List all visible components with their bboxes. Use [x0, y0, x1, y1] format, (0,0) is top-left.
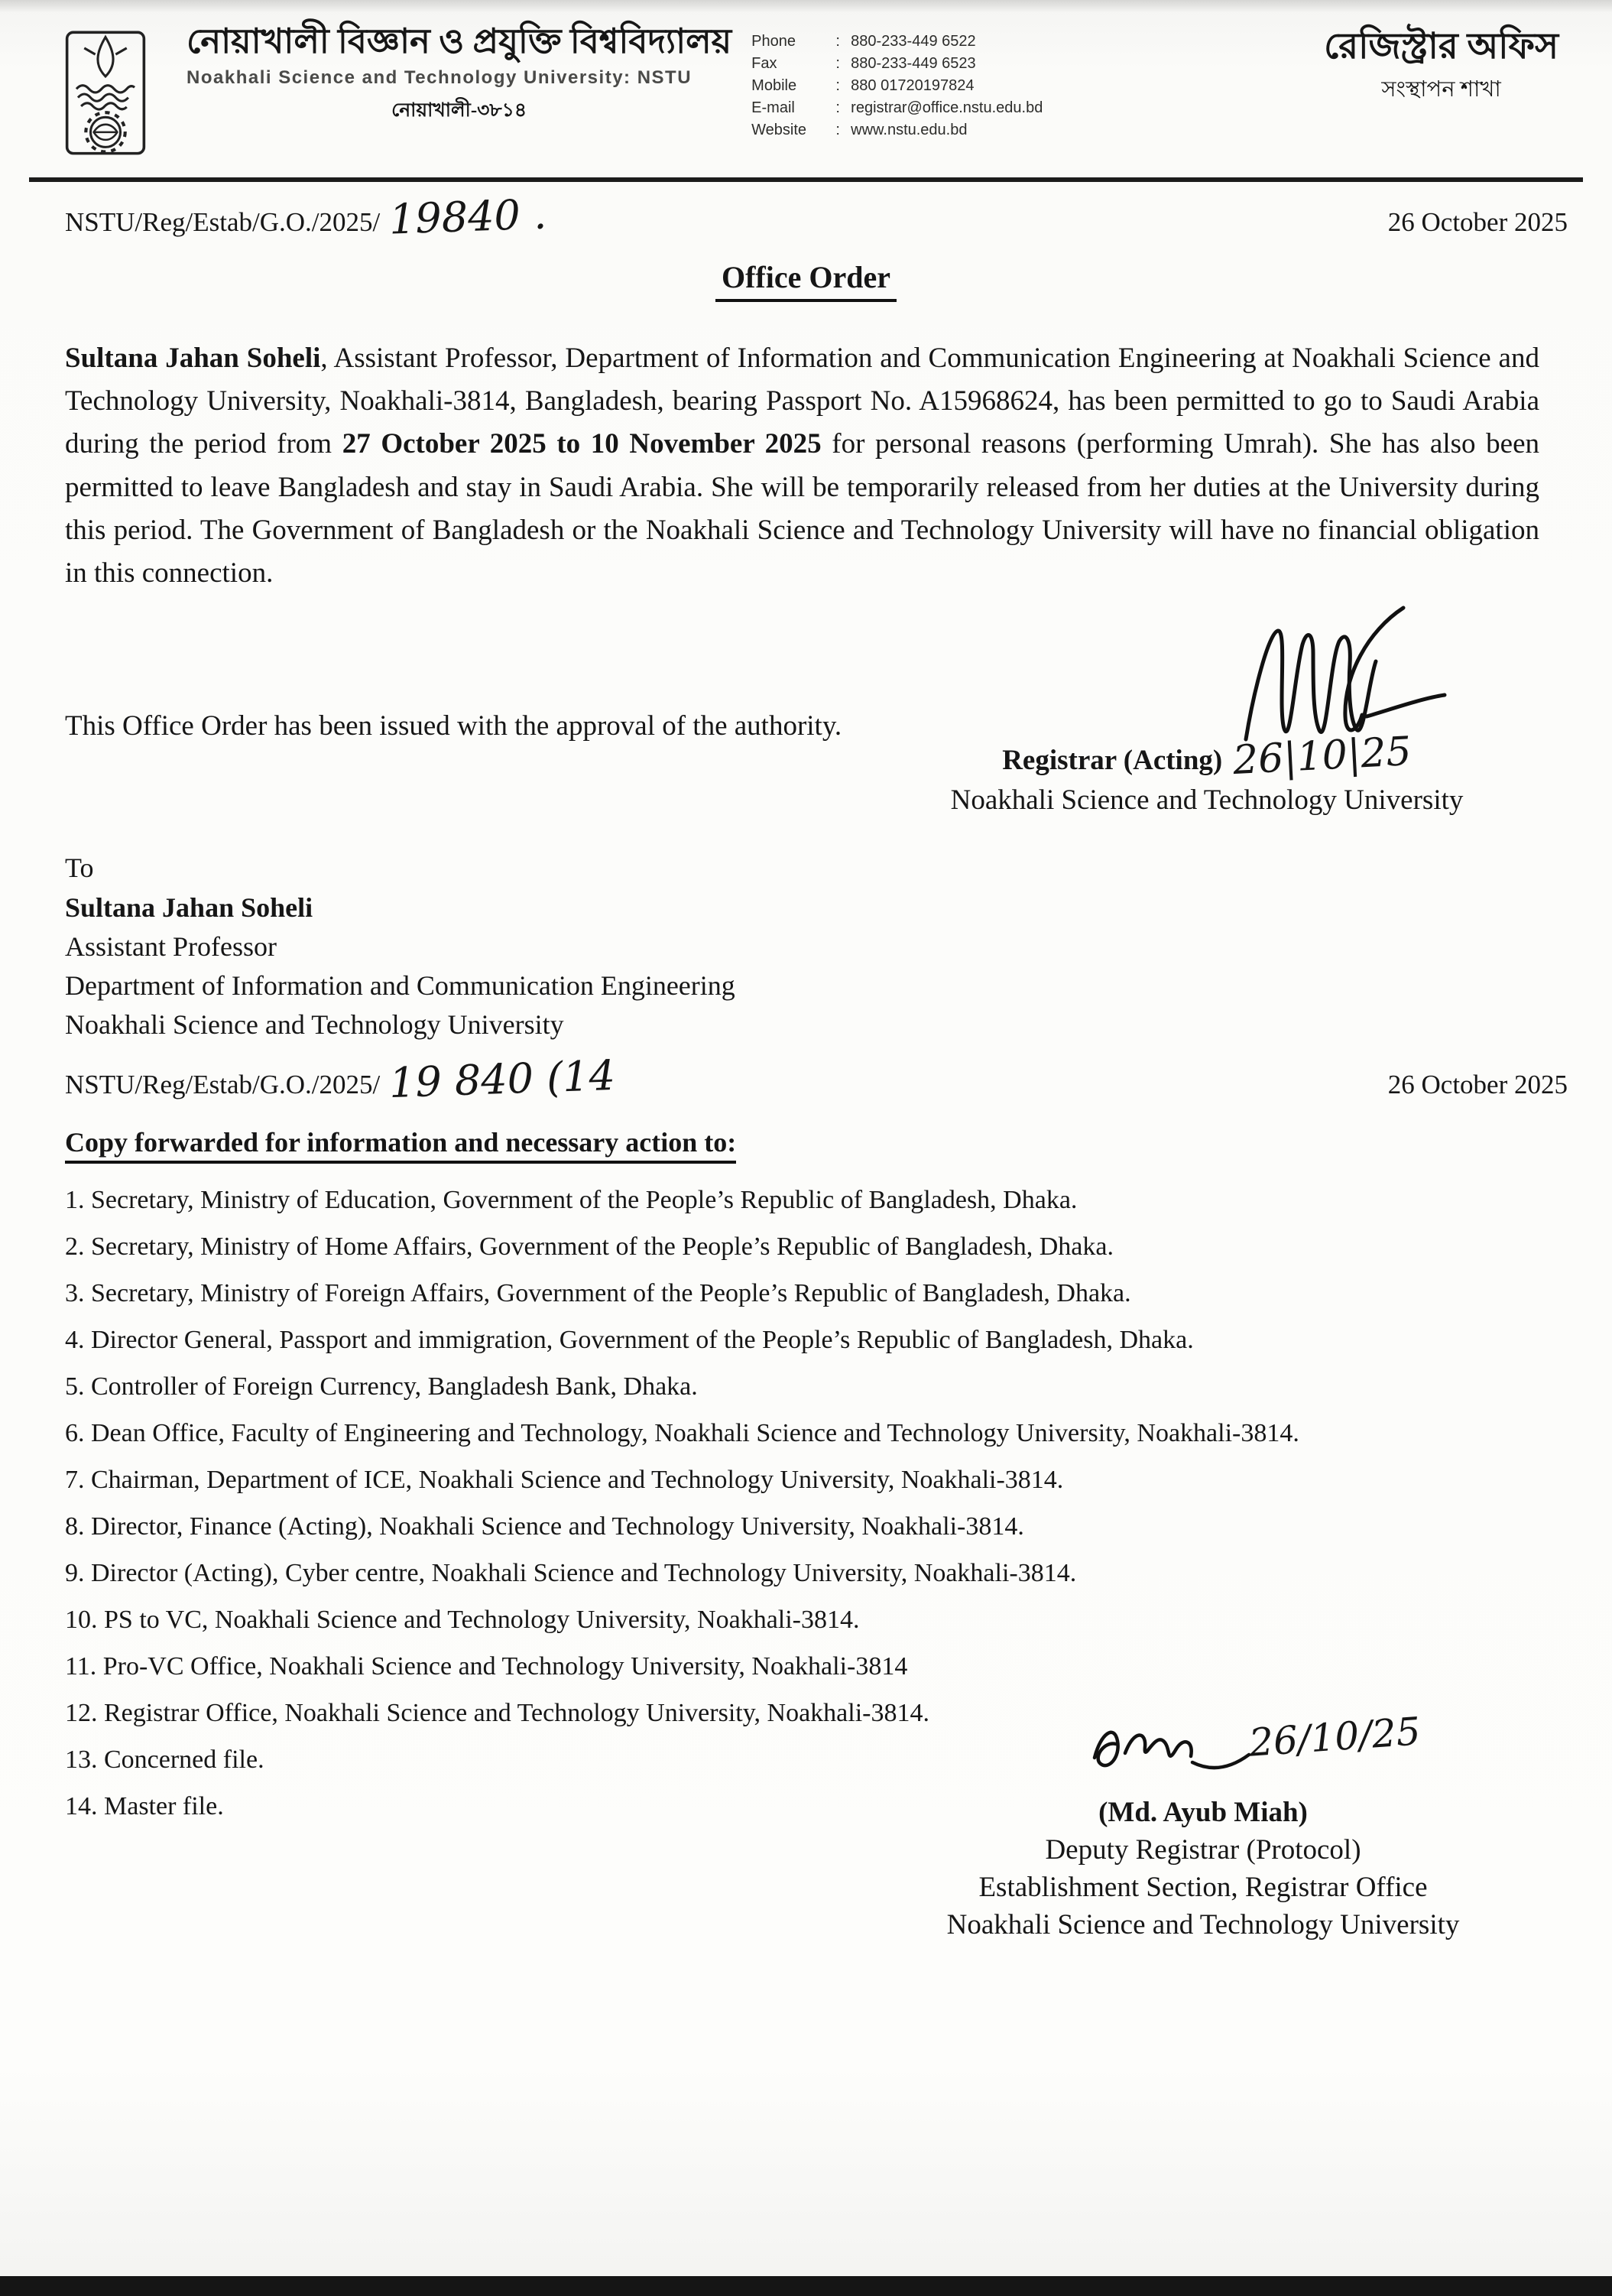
issue-date-2: 26 October 2025 — [1387, 1069, 1568, 1099]
cc-item: 8. Director, Finance (Acting), Noakhali Science and Technology University, Noakhali-3814. — [65, 1512, 1024, 1541]
contact-row-phone — [751, 31, 1043, 53]
reference-number-1: NSTU/Reg/Estab/G.O./2025/ — [65, 207, 381, 237]
university-address-bengali: নোয়াখালী-৩৮১৪ — [391, 99, 527, 121]
page-title: Office Order — [715, 259, 897, 302]
separator: : — [835, 55, 840, 72]
separator: : — [835, 99, 840, 116]
order-text-2: for personal reasons (performing Umrah). She has also been permitted to leave Bangladesh and stay in Saudi Arabia. She will be temporarily released from her duties at the University during this period. The Government of Bangladesh or the Noakhali Science and Technology University will have no financial obligation in this connection. — [65, 428, 1539, 589]
website-label: Website — [751, 122, 807, 138]
travel-period: 27 October 2025 to 10 November 2025 — [342, 428, 822, 460]
contact-block — [751, 31, 1043, 141]
contact-row-fax — [751, 53, 1043, 75]
registrar-org: Noakhali Science and Technology University — [950, 784, 1464, 817]
order-paragraph — [65, 337, 1539, 595]
university-logo — [52, 23, 167, 168]
fax-label: Fax — [751, 55, 777, 72]
deputy-registrar-name: (Md. Ayub Miah) — [1098, 1796, 1308, 1828]
mobile-value: 880 01720197824 — [851, 77, 975, 94]
email-value: registrar@office.nstu.edu.bd — [851, 99, 1043, 116]
cc-item: 11. Pro-VC Office, Noakhali Science and Technology University, Noakhali-3814 — [65, 1651, 908, 1681]
recipient-designation: Assistant Professor — [65, 930, 277, 962]
cc-item: 13. Concerned file. — [65, 1745, 264, 1774]
recipient-block — [65, 849, 1612, 1044]
issuing-office-block — [1324, 26, 1558, 109]
cc-item: 14. Master file. — [65, 1791, 224, 1820]
separator: : — [835, 77, 840, 94]
reference-line-1 — [0, 182, 1612, 244]
deputy-registrar-title: Deputy Registrar (Protocol) — [1045, 1833, 1361, 1866]
scan-top-edge — [0, 0, 1612, 12]
cc-item: 10. PS to VC, Noakhali Science and Technology University, Noakhali-3814. — [65, 1605, 860, 1634]
reference-line-2 — [0, 1044, 1612, 1108]
cc-item: 12. Registrar Office, Noakhali Science and Technology University, Noakhali-3814. — [65, 1698, 929, 1727]
handwritten-date-deputy: 26/10/25 — [1247, 1708, 1422, 1765]
university-name-bengali: নোয়াখালী বিজ্ঞান ও প্রযুক্তি বিশ্ববিদ্যালয় — [186, 22, 732, 60]
fax-value: 880-233-449 6523 — [851, 55, 976, 72]
scan-bottom-edge — [0, 2276, 1612, 2296]
deputy-registrar-org: Noakhali Science and Technology University — [946, 1908, 1460, 1940]
registrar-office-bengali: রেজিস্ট্রার অফিস — [1324, 27, 1558, 67]
registrar-title: Registrar (Acting) — [1002, 745, 1223, 777]
recipient-name: Sultana Jahan Soheli — [65, 891, 313, 923]
deputy-registrar-section: Establishment Section, Registrar Office — [978, 1871, 1428, 1903]
deputy-registrar-signature — [1078, 1701, 1254, 1793]
cc-item: 6. Dean Office, Faculty of Engineering and Technology, Noakhali Science and Technology University, Noakhali-3814. — [65, 1418, 1299, 1447]
deputy-registrar-signature-block — [836, 1701, 1570, 1941]
phone-label: Phone — [751, 33, 796, 50]
handwritten-date-registrar: 26|10|25 — [1231, 729, 1413, 784]
approval-line: This Office Order has been issued with the approval of the authority. — [65, 710, 842, 742]
cc-item: 2. Secretary, Ministry of Home Affairs, Government of the People’s Republic of Bangladesh, Dhaka. — [65, 1232, 1114, 1261]
issue-date-1: 26 October 2025 — [1387, 207, 1568, 237]
separator: : — [835, 33, 840, 50]
letterhead — [0, 0, 1612, 168]
cc-item: 4. Director General, Passport and immigration, Government of the People’s Republic of Bangladesh, Dhaka. — [65, 1325, 1194, 1354]
handwritten-serial-2: 19 840 (14 — [388, 1051, 617, 1108]
cc-heading-text: Copy forwarded for information and necessary action to: — [65, 1127, 736, 1164]
subject-name: Sultana Jahan Soheli — [65, 343, 321, 374]
separator: : — [835, 122, 840, 138]
contact-row-mobile — [751, 75, 1043, 97]
cc-item: 7. Chairman, Department of ICE, Noakhali Science and Technology University, Noakhali-3814. — [65, 1465, 1064, 1494]
recipient-university: Noakhali Science and Technology University — [65, 1008, 564, 1040]
title-wrap — [0, 259, 1612, 302]
contact-row-website — [751, 119, 1043, 141]
deputy-signature-row — [928, 1701, 1570, 1793]
phone-value: 880-233-449 6522 — [851, 33, 976, 50]
email-label: E-mail — [751, 99, 795, 116]
handwritten-serial-1: 19840 . — [388, 190, 548, 244]
cc-item: 9. Director (Acting), Cyber centre, Noakhali Science and Technology University, Noakhali-3814. — [65, 1558, 1077, 1587]
mobile-label: Mobile — [751, 77, 797, 94]
contact-row-email — [751, 97, 1043, 119]
signatory-title-line — [844, 729, 1570, 784]
establishment-section-bengali: সংস্থাপন শাখা — [1381, 77, 1501, 102]
order-text-1: , Assistant Professor, Department of Information and Communication Engineering at Noakhali Science and Technology University, Noakhali-3814, Bangladesh, bearing Passport No. A15968624, has been permitted to go to Saudi Arabia during the period from — [65, 343, 1539, 460]
website-value: www.nstu.edu.bd — [851, 122, 968, 138]
cc-heading — [65, 1126, 1612, 1158]
recipient-department: Department of Information and Communication Engineering — [65, 969, 735, 1001]
reference-number-2: NSTU/Reg/Estab/G.O./2025/ — [65, 1069, 381, 1099]
cc-item: 1. Secretary, Ministry of Education, Government of the People’s Republic of Bangladesh, Dhaka. — [65, 1185, 1078, 1214]
registrar-signature-block — [844, 597, 1570, 817]
university-name-english: Noakhali Science and Technology University: NSTU — [186, 67, 692, 88]
letterhead-identity — [186, 23, 731, 128]
cc-item: 5. Controller of Foreign Currency, Bangladesh Bank, Dhaka. — [65, 1372, 698, 1401]
to-label: To — [65, 852, 94, 884]
cc-item: 3. Secretary, Ministry of Foreign Affairs, Government of the People’s Republic of Bangladesh, Dhaka. — [65, 1278, 1131, 1307]
